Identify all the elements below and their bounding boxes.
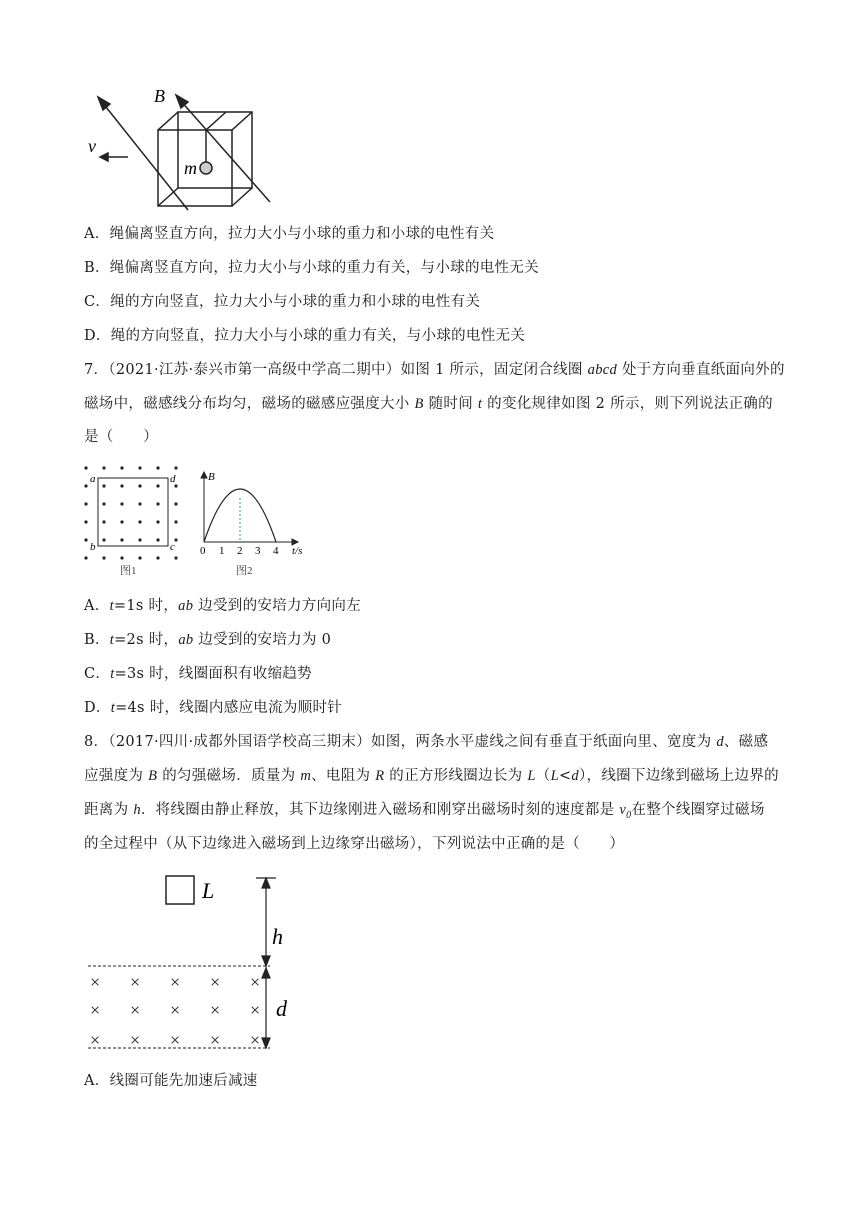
field-dot xyxy=(84,556,87,559)
field-dot xyxy=(102,484,105,487)
field-dot xyxy=(156,502,159,505)
field-cross: × xyxy=(170,972,181,992)
field-dot xyxy=(84,484,87,487)
field-dot xyxy=(102,502,105,505)
field-dot xyxy=(120,556,123,559)
field-dot xyxy=(102,538,105,541)
field-dot xyxy=(174,556,177,559)
field-cross: × xyxy=(210,972,221,992)
field-dot xyxy=(120,466,123,469)
field-dot xyxy=(84,538,87,541)
field-cross: × xyxy=(250,1030,261,1050)
q6-option-d: D．绳的方向竖直，拉力大小与小球的重力有关，与小球的电性无关 xyxy=(84,328,526,344)
field-dot xyxy=(174,502,177,505)
label-d: d xyxy=(276,996,287,1021)
field-dot xyxy=(102,556,105,559)
field-dot xyxy=(138,484,141,487)
field-dot xyxy=(84,520,87,523)
figure-magnetic-box xyxy=(80,82,280,214)
field-dot xyxy=(102,520,105,523)
field-dot xyxy=(156,538,159,541)
q6-option-c: C．绳的方向竖直，拉力大小与小球的重力和小球的电性有关 xyxy=(84,294,481,310)
label-L: L xyxy=(202,878,215,903)
fig2-tick-2: 2 xyxy=(237,545,243,557)
field-dot xyxy=(138,466,141,469)
q6-option-a: A．绳偏离竖直方向，拉力大小与小球的重力和小球的电性有关 xyxy=(84,226,495,242)
field-dot xyxy=(120,538,123,541)
q8-stem-line2: 应强度为 B 的匀强磁场．质量为 m、电阻为 R 的正方形线圈边长为 L（L<d），线圈下边缘到磁场上边界的 xyxy=(84,768,779,784)
field-dot xyxy=(138,556,141,559)
field-cross: × xyxy=(130,972,141,992)
q7-option-a: A．t=1s 时，ab 边受到的安培力方向向左 xyxy=(84,598,361,614)
field-dot xyxy=(138,520,141,523)
q8-stem-line4: 的全过程中（从下边缘进入磁场到上边缘穿出磁场），下列说法中正确的是（ ） xyxy=(84,836,625,852)
field-dot xyxy=(174,466,177,469)
corner-d: d xyxy=(170,473,176,485)
field-cross: × xyxy=(90,1000,101,1020)
q8-stem-line3: 距离为 h．将线圈由静止释放，其下边缘刚进入磁场和刚穿出磁场时刻的速度都是 $v_0$在整个线圈穿过磁场 xyxy=(84,802,765,821)
q7-option-d: D．t=4s 时，线圈内感应电流为顺时针 xyxy=(84,700,343,716)
fig2-tick-4: 4 xyxy=(273,545,279,557)
fig2-tick-1: 1 xyxy=(219,545,225,557)
field-cross: × xyxy=(130,1030,141,1050)
field-cross: × xyxy=(170,1030,181,1050)
field-dot xyxy=(156,466,159,469)
field-dot xyxy=(84,502,87,505)
q7-stem-line1: 7．（2021·江苏·泰兴市第一高级中学高二期中）如图 1 所示，固定闭合线圈 abcd 处于方向垂直纸面向外的 xyxy=(84,362,785,378)
fig2-tick-3: 3 xyxy=(255,545,261,557)
field-dot xyxy=(156,484,159,487)
field-dot xyxy=(102,466,105,469)
label-h: h xyxy=(272,924,283,949)
label-v: v xyxy=(88,136,96,156)
q7-figure-1 xyxy=(80,462,188,580)
corner-c: c xyxy=(170,541,175,553)
fig2-tick-0: 0 xyxy=(200,545,206,557)
field-dot xyxy=(156,520,159,523)
field-dot xyxy=(120,484,123,487)
field-dot xyxy=(138,538,141,541)
square-coil xyxy=(166,876,194,904)
q8-option-a: A．线圈可能先加速后减速 xyxy=(84,1073,258,1089)
q8-figure xyxy=(80,868,320,1058)
field-cross: × xyxy=(170,1000,181,1020)
field-cross: × xyxy=(90,972,101,992)
fig2-xlabel: t/s xyxy=(292,545,303,557)
corner-a: a xyxy=(90,473,96,485)
field-dot xyxy=(174,520,177,523)
field-dot xyxy=(120,502,123,505)
fig2-ylabel: B xyxy=(208,471,215,483)
field-cross: × xyxy=(210,1030,221,1050)
field-dot xyxy=(120,520,123,523)
label-m: m xyxy=(184,158,197,178)
field-cross: × xyxy=(250,1000,261,1020)
field-cross: × xyxy=(130,1000,141,1020)
field-cross: × xyxy=(90,1030,101,1050)
field-dot xyxy=(156,556,159,559)
field-cross: × xyxy=(210,1000,221,1020)
q8-stem-line1: 8．（2017·四川·成都外国语学校高三期末）如图，两条水平虚线之间有垂直于纸面向里、宽度为 d、磁感 xyxy=(84,734,769,750)
q7-option-b: B．t=2s 时，ab 边受到的安培力为 0 xyxy=(84,632,332,648)
q6-option-b: B．绳偏离竖直方向，拉力大小与小球的重力有关，与小球的电性无关 xyxy=(84,260,539,276)
fig2-caption: 图2 xyxy=(236,565,253,577)
q7-option-c: C．t=3s 时，线圈面积有收缩趋势 xyxy=(84,666,312,682)
field-dot xyxy=(84,466,87,469)
field-dot xyxy=(138,502,141,505)
q7-stem-line3: 是（ ） xyxy=(84,429,158,445)
label-B: B xyxy=(154,86,165,106)
q7-stem-line2: 磁场中，磁感线分布均匀，磁场的磁感应强度大小 B 随时间 t 的变化规律如图 2 所示，则下列说法正确的 xyxy=(84,396,773,412)
q7-figure-2 xyxy=(192,462,316,580)
field-cross: × xyxy=(250,972,261,992)
corner-b: b xyxy=(90,541,96,553)
fig1-caption: 图1 xyxy=(120,565,137,577)
